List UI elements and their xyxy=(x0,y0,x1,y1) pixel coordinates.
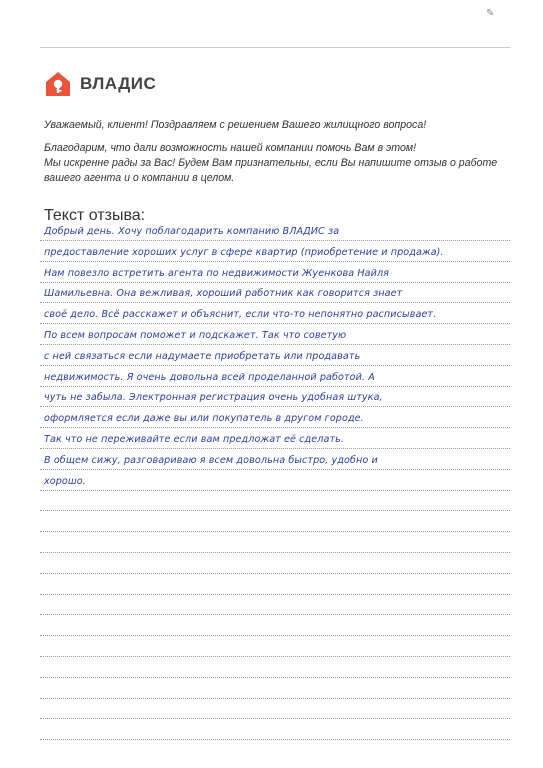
review-line: оформляется если даже вы или покупатель в другом городе. xyxy=(44,413,364,425)
review-line: недвижимость. Я очень довольна всей проделанной работой. А xyxy=(44,371,375,383)
handwritten-review xyxy=(44,222,506,492)
ruled-line xyxy=(40,698,510,699)
corner-pen-mark: ✎ xyxy=(486,8,495,19)
ruled-line xyxy=(40,573,510,574)
ruled-line xyxy=(40,718,510,719)
review-line: своё дело. Всё расскажет и объяснит, если что-то непонятно расписывает. xyxy=(44,309,437,321)
intro-line: Благодарим, что дали возможность нашей компании помочь Вам в этом! xyxy=(44,142,417,154)
company-name: ВЛАДИС xyxy=(80,74,157,93)
review-heading: Текст отзыва: xyxy=(44,207,146,224)
ruled-line xyxy=(40,614,510,615)
review-line: В общем сижу, разговариваю я всем довольна быстро, удобно и xyxy=(44,454,378,466)
review-line: Добрый день. Хочу поблагодарить компанию ВЛАДИС за xyxy=(44,226,340,237)
review-line: хорошо. xyxy=(44,475,86,487)
ruled-line xyxy=(40,531,510,532)
ruled-line xyxy=(40,677,510,678)
intro-line: вашего агента и о компании в целом. xyxy=(44,172,235,184)
ruled-line xyxy=(40,552,510,553)
intro-line: Мы искренне рады за Вас! Будем Вам признательны, если Вы напишите отзыв о работе xyxy=(44,157,498,169)
ruled-line xyxy=(40,510,510,511)
review-line: Нам повезло встретить агента по недвижимости Жуенкова Найля xyxy=(44,267,390,279)
review-line: Так что не переживайте если вам предложат её сделать. xyxy=(44,433,345,445)
review-line: предоставление хороших услуг в сфере квартир (приобретение и продажа). xyxy=(44,246,444,258)
ruled-line xyxy=(40,739,510,740)
review-line: чуть не забыла. Электронная регистрация очень удобная штука, xyxy=(44,392,383,404)
ruled-line xyxy=(40,635,510,636)
review-line: с ней связаться если надумаете приобретать или продавать xyxy=(44,350,361,362)
review-line: Шамильевна. Она вежливая, хороший работник как говорится знает xyxy=(44,288,403,300)
review-line: По всем вопросам поможет и подскажет. Так что советую xyxy=(44,329,347,341)
ruled-line xyxy=(40,656,510,657)
ruled-line xyxy=(40,594,510,595)
intro-line: Уважаемый, клиент! Поздравляем с решением Вашего жилищного вопроса! xyxy=(44,119,427,131)
